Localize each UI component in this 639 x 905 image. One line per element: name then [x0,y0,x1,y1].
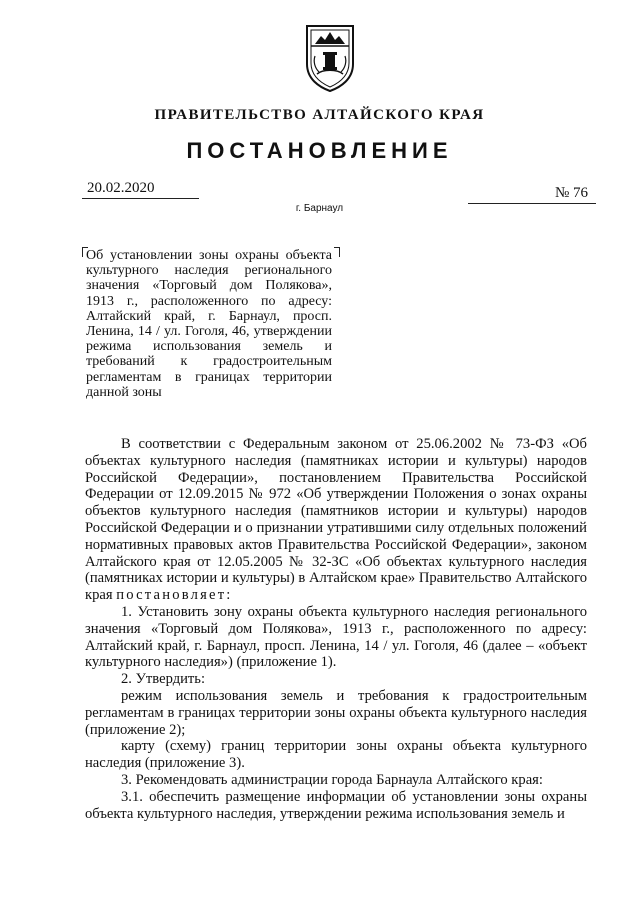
decree-word: постановляет: [116,587,233,604]
document-body [85,436,587,822]
document-number: № 76 [468,184,596,204]
document-subject-block [86,248,332,400]
document-subject: Об установлении зоны охраны объекта культурного наследия регионального значения «Торговый дом Полякова», 1913 г., расположенного по адресу: Алтайский край, г. Барнаул, просп. Ленина, 14 / ул. Гоголя, 46, утверждении режима использования земель и требований к градостроительным регламентам в границах территории данной зоны [86,248,332,400]
document-date: 20.02.2020 [82,179,199,199]
document-type-title: ПОСТАНОВЛЕНИЕ [186,138,453,163]
subject-bracket-right [334,247,340,257]
paragraph-1: 1. Установить зону охраны объекта культурного наследия регионального значения «Торговый дом Полякова», 1913 г., расположенного по адресу: Алтайский край, г. Барнаул, просп. Ленина, 14 / ул. Гоголя, 46 (далее – «объект культурного наследия») (приложение 1). [85,603,587,671]
preamble-paragraph [85,436,587,604]
paragraph-3: 3. Рекомендовать администрации города Барнаула Алтайского края: [121,771,543,788]
organization-title: ПРАВИТЕЛЬСТВО АЛТАЙСКОГО КРАЯ [154,107,485,123]
paragraph-3-1: 3.1. обеспечить размещение информации об установлении зоны охраны объекта культурного наследия, утверждении режима использования земель и [85,788,587,822]
coat-of-arms-icon [301,22,359,92]
paragraph-2: 2. Утвердить: [121,671,206,688]
document-city: г. Барнаул [295,203,344,214]
paragraph-2a: режим использования земель и требования к градостроительным регламентам в границах территории зоны охраны объекта культурного наследия (приложение 2); [85,687,587,738]
preamble-text: В соответствии с Федеральным законом от 25.06.2002 № 73-ФЗ «Об объектах культурного наследия (памятниках истории и культуры) народов Российской Федерации», постановлением Правительства Российской Федерации от 12.09.2015 № 972 «Об утверждении Положения о зонах охраны объектов культурного наследия (памятников истории и культуры) народов Российской Федерации и о признании утратившими силу отдельных положений нормативных правовых актов Правительства Российской Федерации», законом Алтайского края от 12.05.2005 № 32-ЗС «Об объектах культурного наследия (памятниках истории и культуры) в Алтайском крае» Правительство Алтайского края [85,436,587,604]
paragraph-2b: карту (схему) границ территории зоны охраны объекта культурного наследия (приложение 3). [85,738,587,772]
subject-bracket-left [82,247,88,257]
